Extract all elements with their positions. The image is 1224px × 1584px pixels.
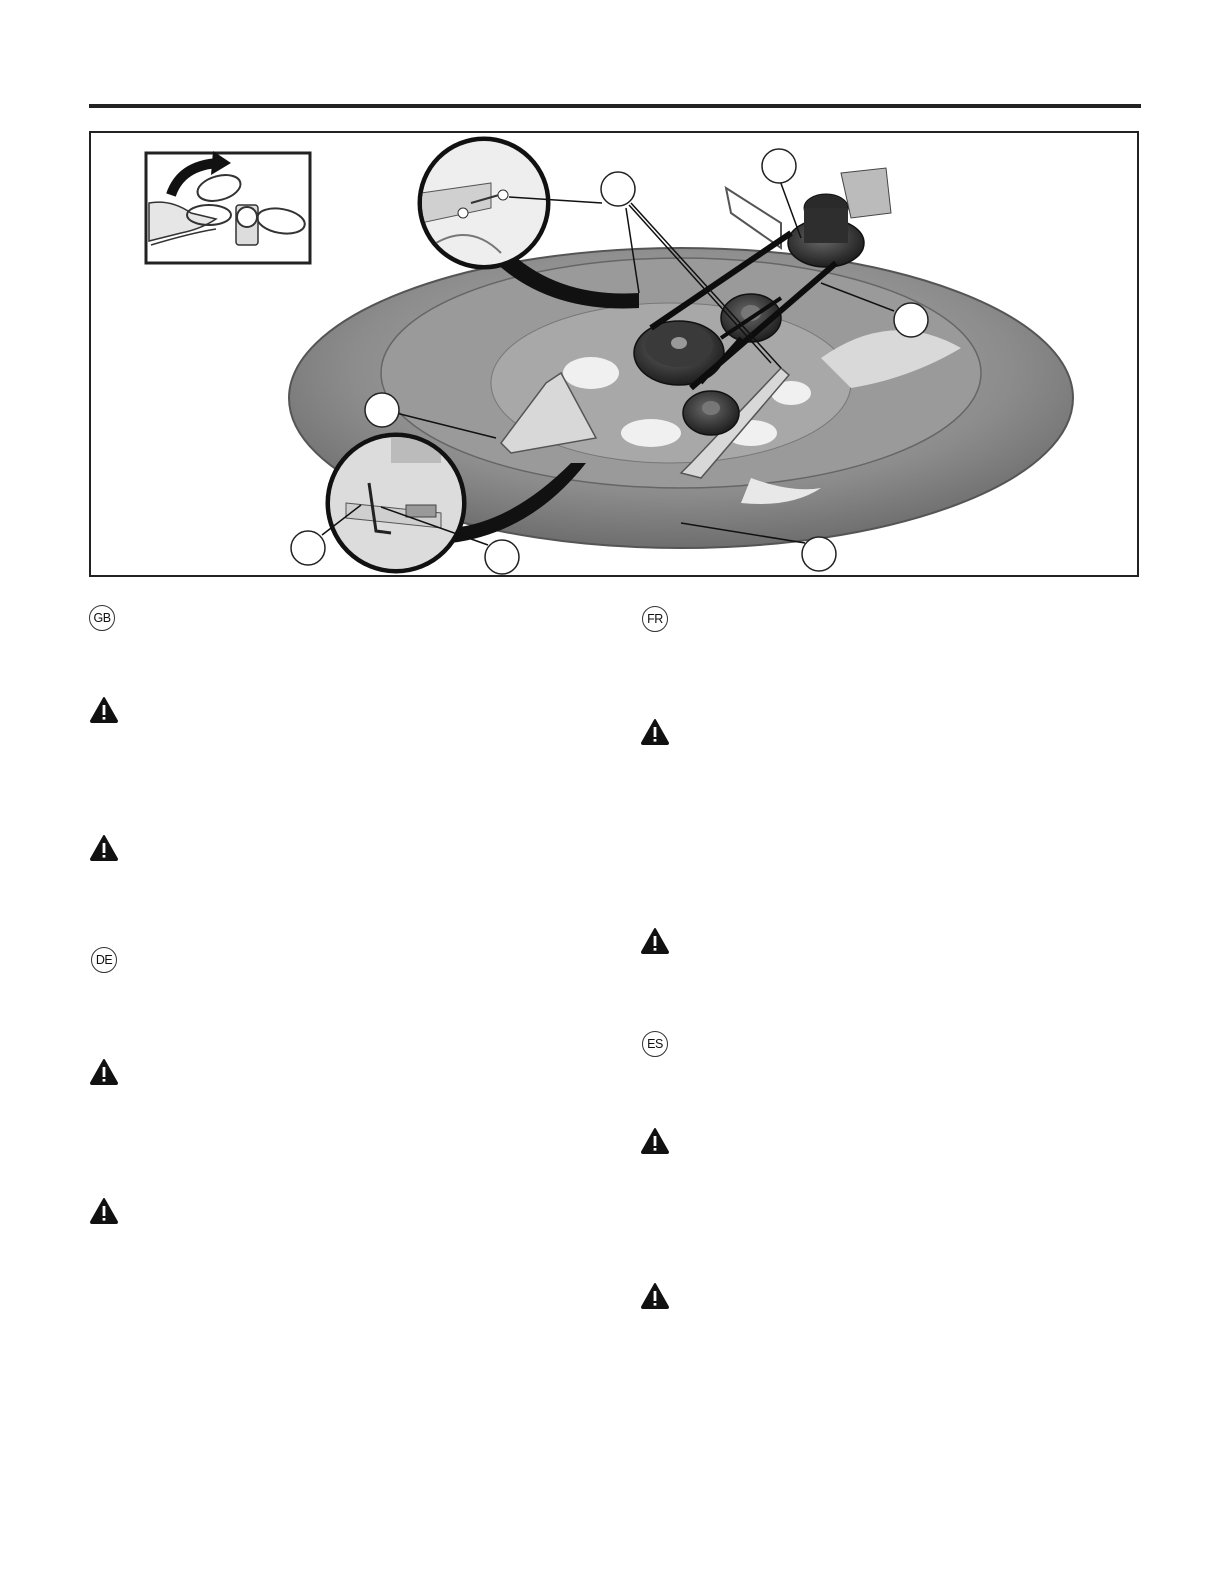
warning-triangle-icon bbox=[640, 1127, 670, 1155]
warning-triangle-icon bbox=[89, 1197, 119, 1225]
warning-triangle-icon bbox=[640, 1282, 670, 1310]
warning-triangle-icon bbox=[640, 927, 670, 955]
callout-marker bbox=[291, 531, 325, 565]
warning-triangle-icon bbox=[640, 718, 670, 746]
mower-deck-illustration bbox=[91, 133, 1141, 579]
language-badge-es: ES bbox=[642, 1031, 668, 1057]
callout-marker bbox=[894, 303, 928, 337]
warning-triangle-icon bbox=[89, 834, 119, 862]
callout-marker bbox=[485, 540, 519, 574]
callout-marker bbox=[365, 393, 399, 427]
language-badge-fr: FR bbox=[642, 606, 668, 632]
language-badge-de: DE bbox=[91, 947, 117, 973]
callout-marker bbox=[762, 149, 796, 183]
mower-deck-figure bbox=[89, 131, 1139, 577]
warning-triangle-icon bbox=[89, 696, 119, 724]
right-column bbox=[640, 600, 1180, 1560]
callout-marker bbox=[601, 172, 635, 206]
header-rule bbox=[89, 104, 1141, 108]
callout-marker bbox=[802, 537, 836, 571]
inset-clip-rotation bbox=[146, 151, 310, 263]
left-column bbox=[89, 600, 629, 1560]
language-badge-gb: GB bbox=[89, 605, 115, 631]
warning-triangle-icon bbox=[89, 1058, 119, 1086]
